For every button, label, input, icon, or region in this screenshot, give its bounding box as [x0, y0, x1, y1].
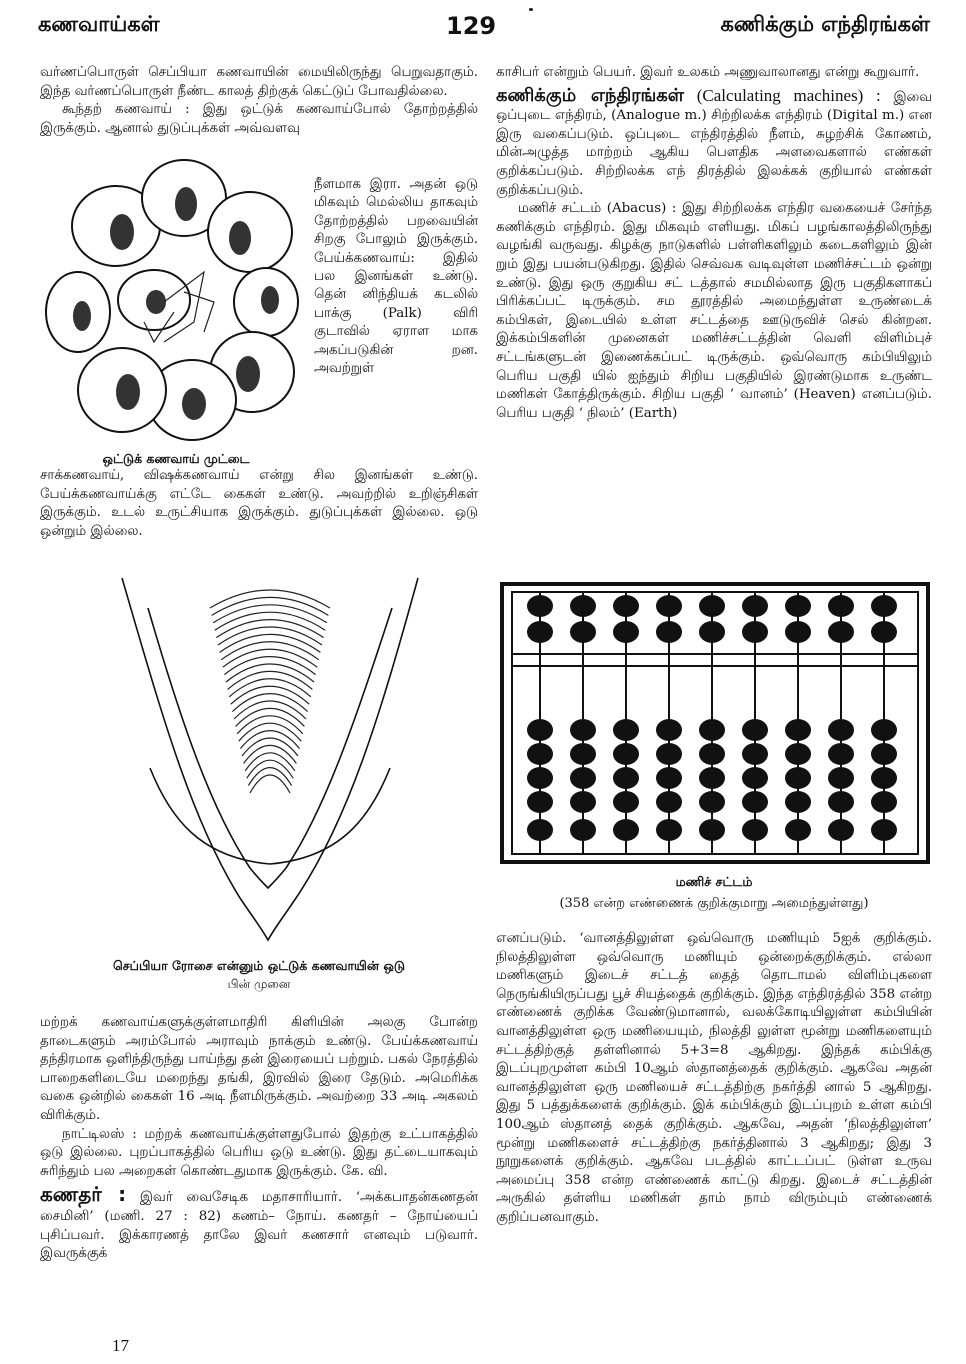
- egg-caption: ஒட்டுக் கணவாய் முட்டை: [102, 451, 250, 466]
- running-head-left: கணவாய்கள்: [38, 12, 160, 36]
- paragraph-octopus: மற்றக் கணவாய்களுக்குள்ளமாதிரி கிளியின் அலகு போன்ற தாடைகளும் அரம்போல் அராவும் நாக்கும் உண்டு. பேய்க்கணவாய் தந்திரமாக ஒளிந்திருந்து பாய்ந்து தன் இரையைப் பற்றும். பகல் நேரத்தில் பாறைகளிடையே மறைந்து தங்கி, இரவில் இரை தேடும். அமெரிக்க வகை ஒன்றில் கைகள் 16 அடி நீளமிருக்கும். அவற்றை 33 அடி அகலம் விரிக்கும்.: [40, 1015, 478, 1123]
- left-wrap-text: நீளமாக இரா. அதன் ஒடு மிகவும் மெல்லிய தாகவும் தோற்றத்தில் பறவையின் சிறகு போலும் இருக்கும். பேய்க்கணவாய்: இதில் பல இனங்கள் உண்டு. தென் னிந்தியக் கடலில் பாக்கு (Palk) விரி குடாவில் ஏராள மாக அகப்படுகின் றன. அவற்றுள்: [314, 177, 478, 377]
- paragraph-nautilus: நாட்டிலஸ் : மற்றக் கணவாய்க்குள்ளதுபோல் இதற்கு உட்பாகத்தில் ஒடு இல்லை. புறப்பாகத்தில் பெரிய ஒடு உண்டு. இது தட்டையாகவும் சுரிந்தும் பல அறைகள் கொண்டதுமாக இருக்கும். கே. வி.: [40, 1126, 478, 1179]
- abacus-bead: [742, 767, 768, 789]
- abacus-bead: [785, 743, 811, 765]
- page-number: 129: [446, 12, 497, 40]
- abacus-bead: [527, 743, 553, 765]
- hatch-line: [250, 775, 290, 793]
- abacus-bead: [871, 819, 897, 841]
- abacus-bead: [828, 767, 854, 789]
- abacus-bead: [527, 819, 553, 841]
- abacus-bead: [570, 595, 596, 617]
- abacus-bead: [656, 595, 682, 617]
- abacus-bead: [828, 819, 854, 841]
- abacus-bead: [871, 791, 897, 813]
- abacus-bead: [527, 719, 553, 741]
- abacus-bead: [699, 719, 725, 741]
- abacus-bead: [656, 719, 682, 741]
- entry-text-calculating: இவை ஒப்புடை எந்திரம், (Analogue m.) சிற்றிலக்க எந்திரம் (Digital m.) என இரு வகைப்படும். ஒப்புடை எந்திரத்தில் நீளம், சுழற்சிக் கோணம், மின்அழுத்த மாற்றம் ஆகிய பௌதிக அளவைகளால் எண்கள் குறிக்கப்படும். சிற்றிலக்க எந் திரத்தில் இலக்கக் குறியால் எண்கள் குறிக்கப்படும்.: [496, 89, 932, 198]
- abacus-bead: [570, 621, 596, 643]
- abacus-bead: [828, 719, 854, 741]
- abacus-bead: [871, 719, 897, 741]
- abacus-bead: [785, 767, 811, 789]
- shell-caption: செப்பியா ரோசை என்னும் ஒட்டுக் கணவாயின் ஒடு: [113, 958, 405, 973]
- abacus-bead: [742, 743, 768, 765]
- abacus-bead: [785, 819, 811, 841]
- entry-headword-calculating: கணிக்கும் எந்திரங்கள்: [496, 84, 685, 106]
- abacus-bead: [785, 791, 811, 813]
- abacus-bead: [656, 791, 682, 813]
- abacus-bead: [871, 743, 897, 765]
- abacus-bead: [656, 743, 682, 765]
- paragraph-abacus: மணிச் சட்டம் (Abacus) : இது சிற்றிலக்க எந்திர வகையைச் சேர்ந்த கணிக்கும் எந்திரம். இது மிகவும் எளியது. மிகப் பழங்காலத்திலிருந்து வழங்கி வருவது. கிழக்கு நாடுகளில் பள்ளிகளிலும் கடைகளிலும் இன் றும் இது பயன்படுகிறது. இதில் செவ்வக வடிவுள்ள மணிச்சட்டம் ஒன்று உண்டு. இது ஒரு குறுகிய சட் டத்தால் சமமில்லாத இரு பகுதிகளாகப் பிரிக்கப்பட் டிருக்கும். சம தூரத்தில் அமைந்துள்ள உருண்டைக் கம்பிகள், இடையில் உள்ள சட்டத்தை ஊடுருவிச் செல் கின்றன. இக்கம்பிகளின் முனைகள் மணிச்சட்டத்தின் வெளி விளிம்புச் சட்டங்களுடன் இணைக்கப்பட் டிருக்கும். ஒவ்வொரு கம்பியிலும் பெரிய பகுதி யில் ஐந்தும் சிறிய பகுதியில் இரண்டுமாக உருண்ட மணிகள் கோத்திருக்கும். சிறிய பகுதி ‘ வானம்’ (Heaven) எனப்படும். பெரிய பகுதி ‘ நிலம்’ (Earth): [496, 201, 932, 421]
- entry-text-kanadar: இவர் வைசேடிக மதாசாரியார். ‘அக்கபாதன்கணதன் சைமினி’ (மணி. 27 : 82) கணம்– நோய். கணதர் – நோய்யைப் புசிப்பவர். இக்காரணத் தாலே இவர் கணசார் எனவும் படுவார். இவருக்குக்: [40, 1190, 478, 1262]
- running-head-right: கணிக்கும் எந்திரங்கள்: [720, 12, 930, 36]
- abacus-bead: [613, 819, 639, 841]
- abacus-bead: [527, 595, 553, 617]
- abacus-bead: [570, 791, 596, 813]
- abacus-bead: [828, 595, 854, 617]
- abacus-bead: [613, 743, 639, 765]
- abacus-bead: [656, 819, 682, 841]
- abacus-bead: [742, 719, 768, 741]
- abacus-bead: [871, 767, 897, 789]
- abacus-bead: [656, 767, 682, 789]
- paragraph-ink: வர்ணப்பொருள் செப்பியா கணவாயின் மையிலிருந்து பெறுவதாகும். இந்த வர்ணப்பொருள் நீண்ட காலத் திற்குக் கெட்டுப் போவதில்லை.: [40, 65, 478, 99]
- abacus-bead: [570, 743, 596, 765]
- shell-subcaption: பின் முனை: [227, 977, 291, 991]
- abacus-bead: [742, 621, 768, 643]
- abacus-bead: [828, 791, 854, 813]
- abacus-caption: மணிச் சட்டம்: [675, 874, 753, 889]
- abacus-bead: [785, 621, 811, 643]
- paragraph-kasipar: காசிபர் என்றும் பெயர். இவர் உலகம் அணுவாலானது என்று கூறுவார்.: [496, 65, 920, 80]
- abacus-bead: [570, 719, 596, 741]
- right-text-block-2: எனப்படும். ‘வானத்திலுள்ள ஒவ்வொரு மணியும் 5ஐக் குறிக்கும். நிலத்திலுள்ள ஒவ்வொரு மணியும் ஒன்றைக்குறிக்கும். எல்லா மணிகளும் இடைச் சட்டத் தைத் தொடாமல் விளிம்புகளை நெருங்கியிருப்பது பூச் சியத்தைக் குறிக்கும். இந்த எந்திரத்தில் 358 என்ற எண்ணைக் குறிக்க வேண்டுமானால், வலக்கோடியிலுள்ள கம்பியின் வானத்திலுள்ள ஒரு மணியையும், நிலத்தி லுள்ள மூன்று மணிகளையும் சட்டத்திற்குத் தள்ளினால் 5+3=8 ஆகிறது. இந்தக் கம்பிக்கு இடப்புறமுள்ள கம்பி 10ஆம் ஸ்தானத்தைக் குறிக்கும். ஆகவே அதன் வானத்திலுள்ள ஒரு மணியைச் சட்டத்திற்கு நகர்த்தி னால் 5 ஆகிறது. இது 5 பத்துக்களைக் குறிக்கும். இக் கம்பிக்கும் இடப்புறம் உள்ள கம்பி 100ஆம் ஸ்தானத் தைக் குறிக்கும். ஆகவே, அதன் ‘நிலத்திலுள்ள’ மூன்று மணிகளைச் சட்டத்திற்கு நகர்த்தினால் 3 ஆகிறது; இது 3 நூறுகளைக் குறிக்கும். ஆகவே படத்தில் காட்டப்பட் டுள்ள உருவ அமைப்பு 358 என்ற எண்ணைக் காட்டு கிறது. இடைச் சட்டத்தின் அருகில் தள்ளிய மணிகள் தாம் நாம் விரும்பும் எண்ணைக் குறிப்பனவாகும்.: [496, 931, 932, 1225]
- abacus-bead: [699, 819, 725, 841]
- abacus-bead: [785, 719, 811, 741]
- entry-headword-kanadar: கணதர் :: [40, 1182, 127, 1207]
- abacus-bead: [871, 595, 897, 617]
- abacus-figure: [498, 580, 932, 866]
- entry-headword-latin: (Calculating machines) :: [696, 85, 881, 105]
- signature-mark: 17: [112, 1336, 129, 1355]
- abacus-bead: [613, 791, 639, 813]
- entry-kanadar: [40, 1182, 478, 1263]
- right-text-block-1: [496, 64, 932, 423]
- abacus-bead: [699, 595, 725, 617]
- abacus-bead: [613, 767, 639, 789]
- abacus-bead: [828, 621, 854, 643]
- abacus-bead: [742, 595, 768, 617]
- abacus-bead: [699, 743, 725, 765]
- abacus-bead: [613, 719, 639, 741]
- abacus-bead: [570, 819, 596, 841]
- ink-speck: [529, 8, 533, 11]
- abacus-bead: [527, 621, 553, 643]
- hatch-line: [248, 768, 291, 786]
- paragraph-hair-squid: கூந்தற் கணவாய் : இது ஒட்டுக் கணவாய்போல் தோற்றத்தில் இருக்கும். ஆனால் துடுப்புக்கள் அவ்வளவு: [40, 102, 478, 136]
- abacus-subcaption: (358 என்ற எண்ணைக் குறிக்குமாறு அமைந்துள்ளது): [559, 896, 869, 911]
- abacus-bead: [699, 791, 725, 813]
- cuttlebone-figure: [120, 568, 420, 946]
- abacus-bead: [742, 819, 768, 841]
- abacus-bead: [828, 743, 854, 765]
- abacus-bead: [699, 621, 725, 643]
- abacus-bead: [742, 791, 768, 813]
- abacus-bead: [613, 621, 639, 643]
- abacus-bead: [570, 767, 596, 789]
- abacus-bead: [871, 621, 897, 643]
- entry-calculating-machines: [496, 84, 932, 201]
- squid-egg-figure: [44, 152, 302, 444]
- left-text-block-2: சாக்கணவாய், விஷக்கணவாய் என்று சில இனங்கள் உண்டு. பேய்க்கணவாய்க்கு எட்டே கைகள் உண்டு. அவற்றில் உறிஞ்சிகள் இருக்கும். உடல் உருட்சியாக இருக்கும். துடுப்புக்கள் இல்லை. ஒடு ஒன்றும் இல்லை.: [40, 468, 478, 539]
- abacus-bead: [785, 595, 811, 617]
- abacus-bead: [656, 621, 682, 643]
- abacus-bead: [527, 767, 553, 789]
- abacus-bead: [613, 595, 639, 617]
- left-text-block-1: [40, 64, 478, 138]
- left-text-block-3: [40, 1014, 478, 1264]
- abacus-bead: [527, 791, 553, 813]
- abacus-bead: [699, 767, 725, 789]
